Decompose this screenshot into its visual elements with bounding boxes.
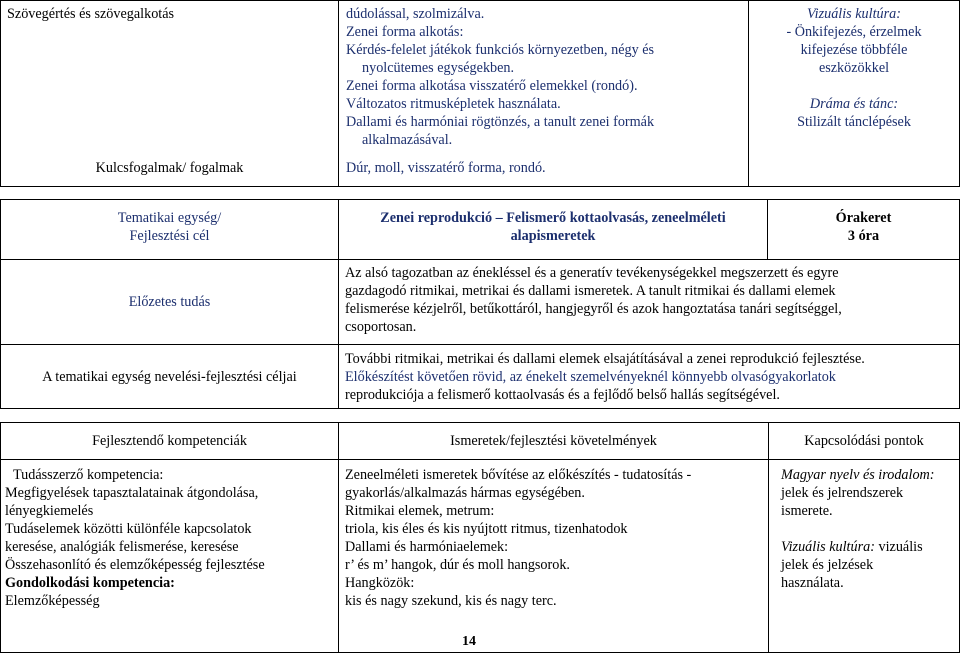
drama-dance-heading: Dráma és tánc: [809, 96, 899, 112]
prior-knowledge-label: Előzetes tudás [1, 260, 339, 345]
prior-knowledge-cell [339, 260, 960, 345]
visual-culture-heading: Vizuális kultúra: [781, 539, 875, 555]
competence-line: Összehasonlító és elemzőképesség fejlesztése [5, 557, 265, 573]
creation-line: Zenei forma alkotás: [346, 24, 464, 40]
theme-label-cell [1, 200, 339, 260]
visual-culture-rest: vizuális [874, 539, 923, 555]
competence-line: keresése, analógiák felismerése, keresése [5, 539, 239, 555]
goals-cell [339, 345, 960, 409]
visual-culture-line [781, 538, 959, 556]
prior-line: gazdagodó ritmikai, metrikai és dallami ismeretek. A tanult ritmikai és dallami elemek [345, 283, 836, 299]
hours-value: 3 óra [847, 228, 880, 244]
left-labels-cell [1, 1, 339, 187]
requirement-line: gyakorlás/alkalmazás hármas egységében. [345, 485, 585, 501]
requirements-cell [339, 460, 769, 653]
content-table-top [0, 0, 960, 187]
connection-line: használata. [781, 575, 844, 591]
visual-culture-heading: Vizuális kultúra: [807, 6, 901, 22]
goals-line: Előkészítést követően rövid, az énekelt szemelvényeknél könnyebb olvasógyakorlatok [345, 369, 836, 385]
competence-line: Megfigyelések tapasztalatainak átgondolása, [5, 485, 259, 501]
creation-line: nyolcütemes egységekben. [362, 60, 515, 76]
keywords-label: Kulcsfogalmak/ fogalmak [95, 160, 244, 176]
requirement-line: Dallami és harmóniaelemek: [345, 539, 509, 555]
creation-line: Változatos ritmusképletek használata. [346, 96, 561, 112]
goals-label: A tematikai egység nevelési-fejlesztési céljai [1, 345, 339, 409]
prior-line: Az alsó tagozatban az énekléssel és a generatív tevékenységekkel megszerzett és egyre [345, 265, 839, 281]
competence-table [0, 422, 960, 653]
requirement-line: Hangközök: [345, 575, 415, 591]
creation-lines [346, 5, 654, 149]
connection-line: jelek és jelrendszerek [781, 485, 904, 501]
requirement-line: triola, kis éles és kis nyújtott ritmus, tizenhatodok [345, 521, 628, 537]
hungarian-heading: Magyar nyelv és irodalom: [781, 467, 935, 483]
thinking-competence-heading: Gondolkodási kompetencia: [5, 575, 175, 591]
creation-line: dúdolással, szolmizálva. [346, 6, 485, 22]
requirement-line: kis és nagy szekund, kis és nagy terc. [345, 593, 557, 609]
competence-line: lényegkiemelés [5, 503, 94, 519]
connection-line: Stilizált tánclépések [797, 114, 911, 130]
page-number: 14 [462, 634, 476, 649]
prior-line: csoportosan. [345, 319, 417, 335]
theme-label: Tematikai egység/ [117, 210, 222, 226]
theme-title: Zenei reprodukció – Felismerő kottaolvasás, zeneelméleti [380, 210, 726, 226]
theme-label: Fejlesztési cél [129, 228, 210, 244]
header-requirements: Ismeretek/fejlesztési követelmények [339, 423, 769, 460]
competence-line: Elemzőképesség [5, 593, 100, 609]
competence-line: Tudáselemek közötti különféle kapcsolatok [5, 521, 252, 537]
requirement-line: r’ és m’ hangok, dúr és moll hangsorok. [345, 557, 570, 573]
competencies-cell [1, 460, 339, 653]
theme-title-cell [339, 200, 768, 260]
hours-label: Órakeret [835, 210, 892, 226]
prior-line: felismerése kézjelről, betűkottáról, hangjegyről és azok hangoztatása tanári segítséggel, [345, 301, 842, 317]
connection-line: eszközökkel [818, 60, 890, 76]
creation-content-cell [339, 1, 749, 187]
theme-table [0, 199, 960, 409]
header-competencies: Fejlesztendő kompetenciák [1, 423, 339, 460]
creation-line: Kérdés-felelet játékok funkciós környezetben, négy és [346, 42, 655, 58]
goals-line: reprodukciója a felismerő kottaolvasás és a fejlődő belső hallás segítségével. [345, 387, 780, 403]
connections-cell-bottom [769, 460, 960, 653]
creation-line: alkalmazásával. [362, 132, 453, 148]
connection-line: ismerete. [781, 503, 833, 519]
creation-line: Dallami és harmóniai rögtönzés, a tanult zenei formák [346, 114, 655, 130]
reading-writing-label: Szövegértés és szövegalkotás [7, 6, 175, 22]
keywords-value: Dúr, moll, visszatérő forma, rondó. [346, 160, 546, 176]
connection-line: jelek és jelzések [781, 557, 874, 573]
creation-line: Zenei forma alkotása visszatérő elemekkel (rondó). [346, 78, 638, 94]
theme-title: alapismeretek [510, 228, 596, 244]
connection-line: kifejezése többféle [800, 42, 908, 58]
knowledge-competence-heading: Tudásszerző kompetencia: [13, 467, 164, 483]
connection-line: - Önkifejezés, érzelmek [786, 24, 922, 40]
connections-cell [749, 1, 960, 187]
requirement-line: Ritmikai elemek, metrum: [345, 503, 495, 519]
header-connections: Kapcsolódási pontok [769, 423, 960, 460]
hours-cell [768, 200, 960, 260]
goals-line: További ritmikai, metrikai és dallami elemek elsajátításával a zenei reprodukció fejlesztése. [345, 351, 865, 367]
requirement-line: Zeneelméleti ismeretek bővítése az előkészítés - tudatosítás - [345, 467, 692, 483]
